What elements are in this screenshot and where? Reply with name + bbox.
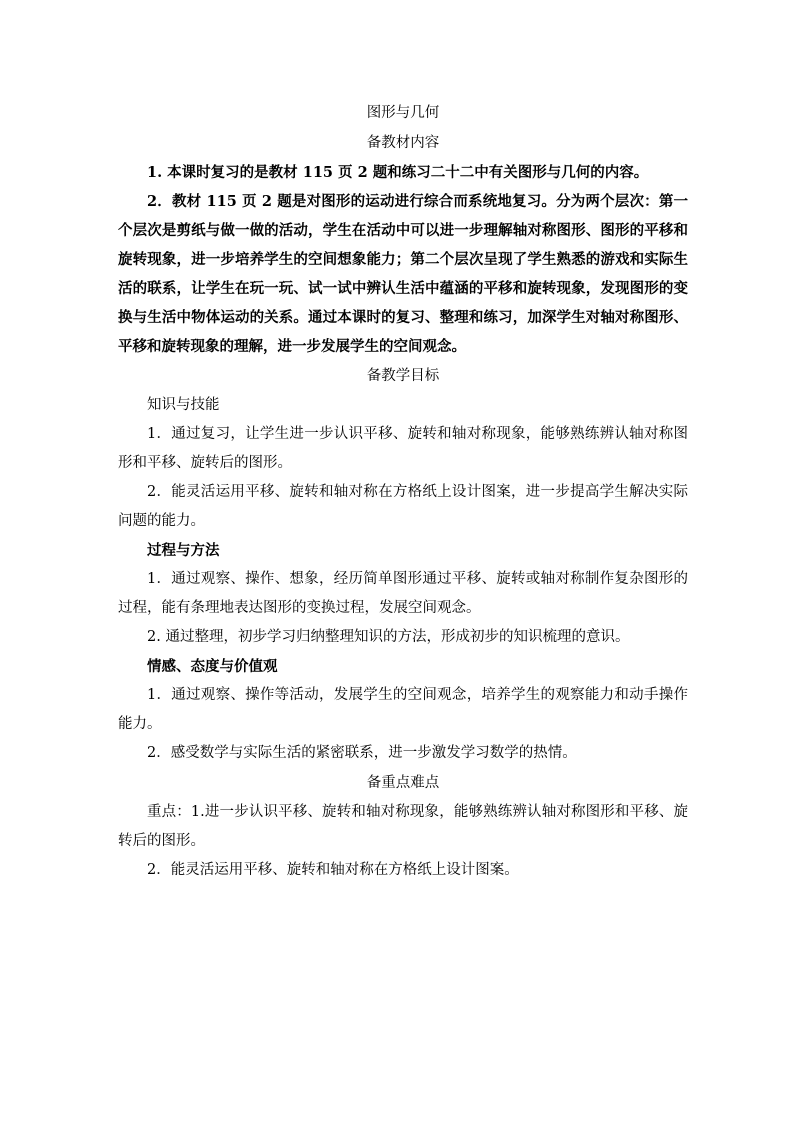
subheading-emotion: 情感、态度与价值观 <box>147 658 278 675</box>
section-heading-materials: 备教材内容 <box>366 135 440 151</box>
knowledge-item-1: 1．通过复习，让学生进一步认识平移、旋转和轴对称现象，能够熟练辨认轴对称图形和平移、旋转后的图形。 <box>118 426 688 471</box>
knowledge-item-2: 2．能灵活运用平移、旋转和轴对称在方格纸上设计图案，进一步提高学生解决实际问题的能力。 <box>118 484 688 529</box>
section-heading-goals: 备教学目标 <box>366 368 440 384</box>
emotion-item-1: 1．通过观察、操作等活动，发展学生的空间观念，培养学生的观察能力和动手操作能力。 <box>118 687 688 732</box>
emotion-item-2: 2．感受数学与实际生活的紧密联系，进一步激发学习数学的热情。 <box>147 745 577 761</box>
materials-paragraph-1: 1. 本课时复习的是教材 115 页 2 题和练习二十二中有关图形与几何的内容。 <box>147 164 649 181</box>
key-point-1: 重点：1.进一步认识平移、旋转和轴对称现象，能够熟练辨认轴对称图形和平移、旋转后的图形。 <box>118 804 688 849</box>
section-heading-key-points: 备重点难点 <box>366 775 440 791</box>
process-item-1: 1．通过观察、操作、想象，经历简单图形通过平移、旋转或轴对称制作复杂图形的过程，能有条理地表达图形的变换过程，发展空间观念。 <box>118 571 688 616</box>
materials-paragraph-2: 2．教材 115 页 2 题是对图形的运动进行综合而系统地复习。分为两个层次：第一个层次是剪纸与做一做的活动，学生在活动中可以进一步理解轴对称图形、图形的平移和旋转现象，进一步培养学生的空间想象能力；第二个层次呈现了学生熟悉的游戏和实际生活的联系，让学生在玩一玩、试一试中辨认生活中蕴涵的平移和旋转现象，发现图形的变换与生活中物体运动的关系。通过本课时的复习、整理和练习，加深学生对轴对称图形、平移和旋转现象的理解，进一步发展学生的空间观念。 <box>118 193 688 355</box>
document-page <box>118 98 688 885</box>
subheading-process: 过程与方法 <box>147 542 220 559</box>
subheading-knowledge: 知识与技能 <box>147 397 220 413</box>
document-title: 图形与几何 <box>366 105 440 121</box>
key-point-2: 2．能灵活运用平移、旋转和轴对称在方格纸上设计图案。 <box>147 862 519 878</box>
process-item-2: 2. 通过整理，初步学习归纳整理知识的方法，形成初步的知识梳理的意识。 <box>147 629 630 645</box>
